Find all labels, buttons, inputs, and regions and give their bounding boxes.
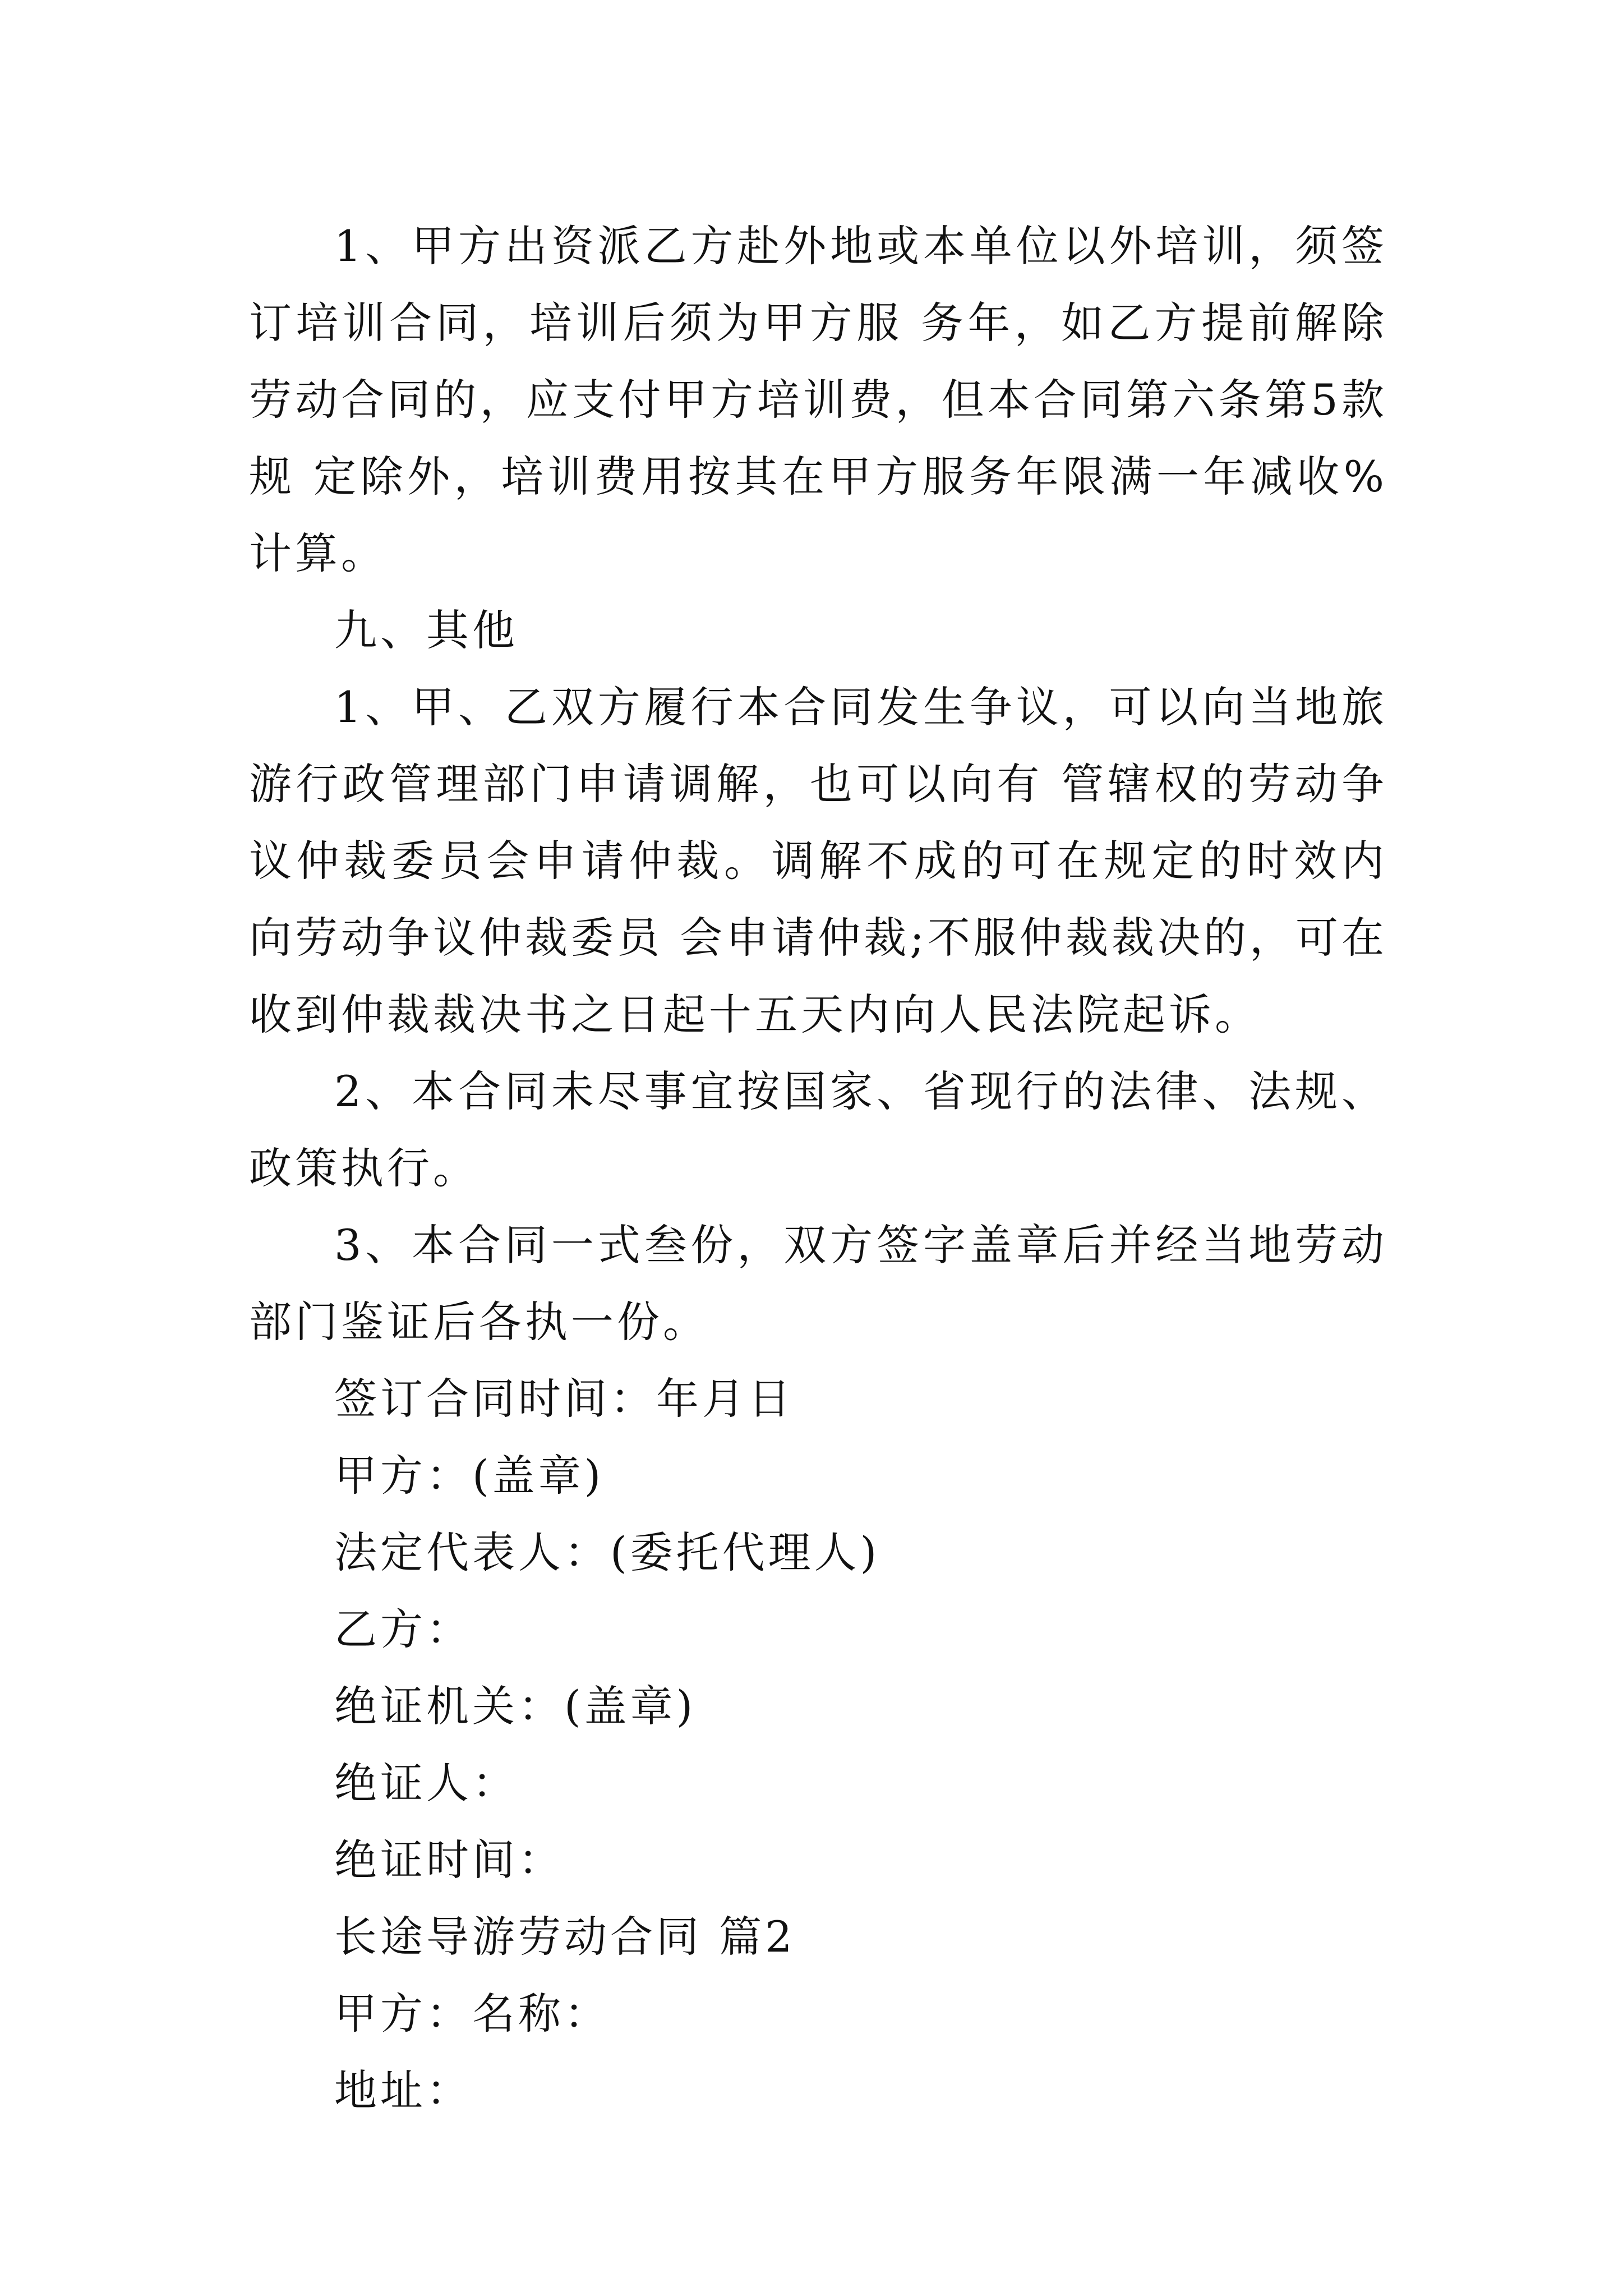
certification-authority-line: 绝证机关：(盖章): [334, 1681, 697, 1731]
address-line: 地址：: [334, 2065, 472, 2115]
party-a-seal-line: 甲方：(盖章): [334, 1451, 605, 1501]
document-body: [249, 208, 1387, 2129]
party-a-name-line: 甲方：名称：: [334, 1989, 610, 2039]
contract-title-line: 长途导游劳动合同 篇2: [334, 1912, 796, 1962]
party-b-line: 乙方：: [334, 1604, 472, 1654]
paragraph-legal-clause: 2、本合同未尽事宜按国家、省现行的法律、法规、政策执行。: [249, 1066, 1387, 1193]
legal-representative-line: 法定代表人：(委托代理人): [334, 1527, 880, 1577]
paragraph-dispute-clause: 1、甲、乙双方履行本合同发生争议，可以向当地旅游行政管理部门申请调解，也可以向有 管辖权的劳动争议仲裁委员会申请仲裁。调解不成的可在规定的时效内向劳动争议仲裁委员 会申请仲裁;不服仲裁裁决的，可在收到仲裁裁决书之日起十五天内向人民法院起诉。: [249, 682, 1387, 1039]
section-heading-other: 九、其他: [334, 605, 518, 655]
paragraph-training-clause: 1、甲方出资派乙方赴外地或本单位以外培训，须签订培训合同，培训后须为甲方服 务年，如乙方提前解除劳动合同的，应支付甲方培训费，但本合同第六条第5款规 定除外，培训费用按其在甲方服务年限满一年减收%计算。: [249, 221, 1387, 578]
certifier-line: 绝证人：: [334, 1758, 518, 1808]
signing-date-line: 签订合同时间：年月日: [334, 1374, 794, 1424]
certification-time-line: 绝证时间：: [334, 1835, 564, 1885]
paragraph-copies-clause: 3、本合同一式叁份，双方签字盖章后并经当地劳动部门鉴证后各执一份。: [249, 1220, 1387, 1347]
